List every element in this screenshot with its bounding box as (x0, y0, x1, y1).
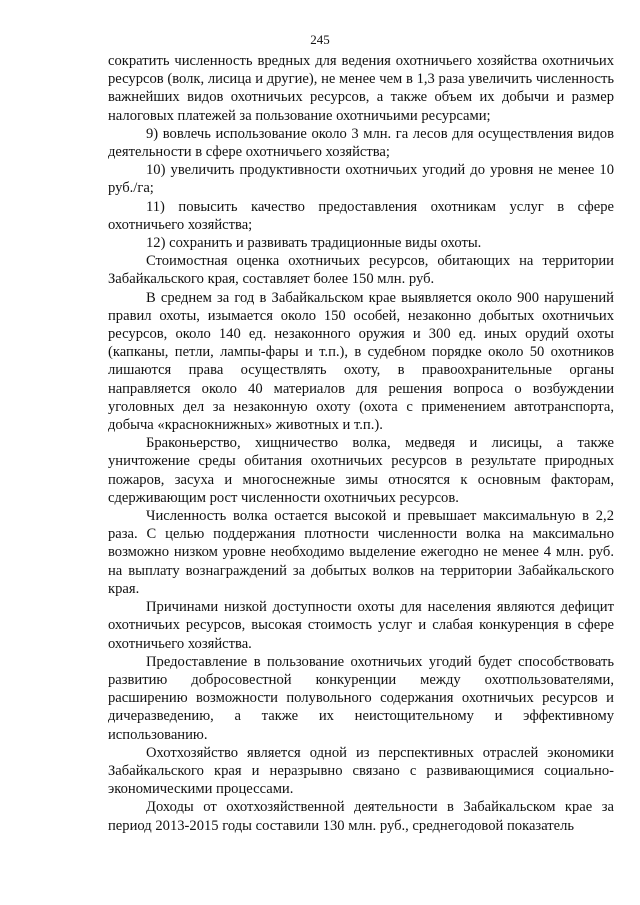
paragraph: Браконьерство, хищничество волка, медведя и лисицы, а также уничтожение среды обитания охотничьих ресурсов в результате природных пожаров, засуха и многоснежные зимы относятся к основным факторам, сдерживающим рост численности охотничьих ресурсов. (108, 435, 614, 506)
paragraph: Стоимостная оценка охотничьих ресурсов, обитающих на территории Забайкальского края, составляет более 150 млн. руб. (108, 253, 614, 288)
paragraph: сократить численность вредных для ведения охотничьего хозяйства охотничьих ресурсов (волк, лисица и другие), не менее чем в 1,3 раза увеличить численность важнейших видов охотничьих ресурсов, а также объем их добычи и размер налоговых платежей за пользование охотничьими ресурсами; (108, 53, 614, 124)
paragraph: Причинами низкой доступности охоты для населения являются дефицит охотничьих ресурсов, высокая стоимость услуг и слабая конкуренция в сфере охотничьего хозяйства. (108, 599, 614, 652)
paragraph: Доходы от охотхозяйственной деятельности в Забайкальском крае за период 2013-2015 годы составили 130 млн. руб., среднегодовой показатель (108, 799, 614, 834)
page-number: 245 (310, 32, 330, 47)
paragraph: 11) повысить качество предоставления охотникам услуг в сфере охотничьего хозяйства; (108, 198, 614, 233)
paragraph: Предоставление в пользование охотничьих угодий будет способствовать развитию добросовестной конкуренции между охотпользователями, расширению возможности полувольного содержания охотничьих ресурсов и дичеразведению, а также их неистощительному и эффективному использованию. (108, 653, 614, 743)
paragraph: 10) увеличить продуктивности охотничьих угодий до уровня не менее 10 руб./га; (108, 162, 614, 197)
document-body (108, 52, 614, 835)
paragraph: Охотхозяйство является одной из перспективных отраслей экономики Забайкальского края и неразрывно связано с развивающимися социально-экономическими процессами. (108, 744, 614, 798)
paragraph: Численность волка остается высокой и превышает максимальную в 2,2 раза. С целью поддержания плотности численности волка на максимально возможно низком уровне необходимо выделение ежегодно не менее 4 млн. руб. на выплату вознаграждений за добытых волков на территории Забайкальского края. (108, 508, 614, 597)
paragraph: 9) вовлечь использование около 3 млн. га лесов для осуществления видов деятельности в сфере охотничьего хозяйства; (108, 125, 614, 161)
paragraph: 12) сохранить и развивать традиционные виды охоты. (146, 235, 482, 252)
paragraph: В среднем за год в Забайкальском крае выявляется около 900 нарушений правил охоты, изымается около 150 особей, незаконно добытых охотничьих ресурсов, около 140 ед. незаконного оружия и 300 ед. иных орудий охоты (капканы, петли, лампы-фары и т.п.), в судебном порядке около 50 охотников лишаются права осуществлять охоту, в правоохранительные органы направляется около 40 материалов для решения вопроса о возбуждении уголовных дел за незаконную охоту (охота с применением автотранспорта, добыча «краснокнижных» животных и т.п.). (108, 289, 614, 434)
